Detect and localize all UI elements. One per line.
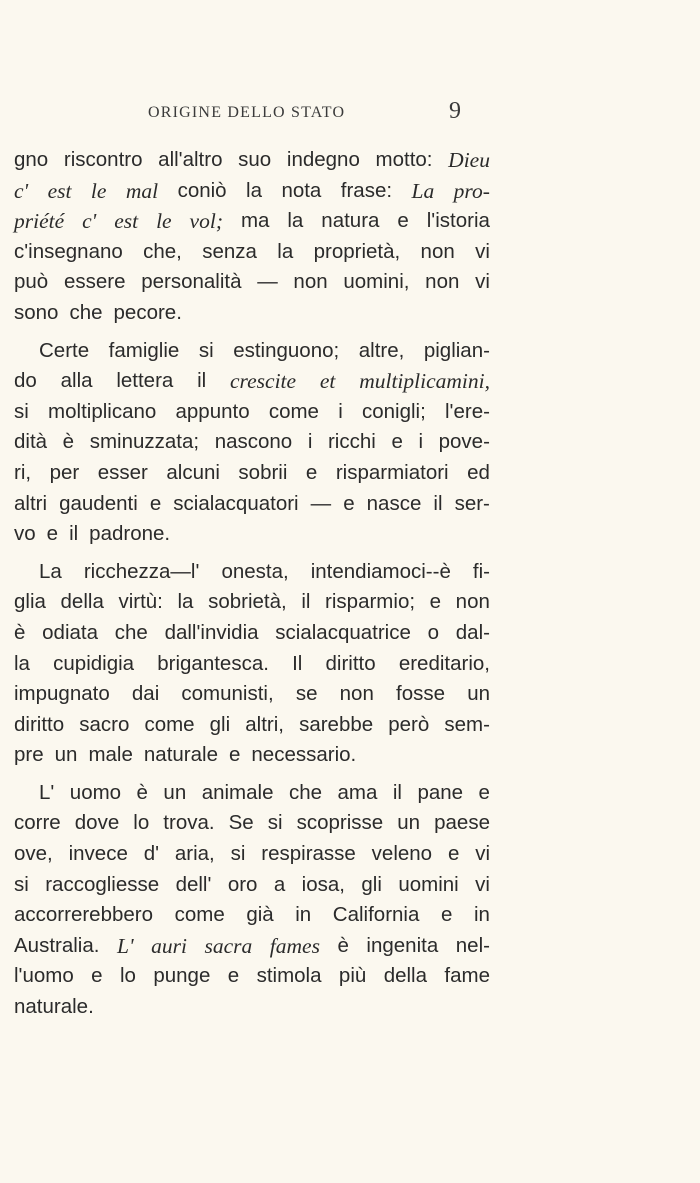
paragraph [14, 145, 490, 329]
italic-word: est [47, 178, 72, 203]
word: sminuzzata; [89, 430, 200, 454]
word: l'uomo [14, 964, 74, 988]
word: non [293, 270, 328, 294]
word: è [14, 620, 26, 644]
word: comunisti, [181, 682, 274, 706]
word: pane [417, 780, 464, 804]
word: pecore. [113, 300, 182, 324]
word: un [163, 780, 187, 804]
word: sobrii [238, 460, 288, 484]
word: — [310, 491, 332, 515]
word: dell' [175, 872, 212, 896]
text-line [14, 679, 490, 710]
word: diritto [325, 651, 376, 675]
text-line [14, 900, 490, 931]
word: raccogliesse [45, 872, 160, 896]
word: non [425, 270, 460, 294]
word: punge [153, 964, 211, 988]
word: ingenita [366, 933, 439, 957]
word: e [91, 964, 103, 988]
text-line [14, 366, 490, 397]
word: respirasse [261, 842, 356, 866]
word: altre, [358, 338, 405, 362]
word: risparmio; [325, 590, 416, 614]
word: ri, [14, 460, 32, 484]
word: nascono [214, 430, 293, 454]
word: è [337, 933, 349, 957]
word: che [69, 300, 103, 324]
word: della [383, 964, 427, 988]
word: come [144, 712, 195, 736]
italic-word: c' [14, 178, 29, 203]
word: e [397, 209, 409, 233]
word: L' [39, 780, 55, 804]
word: appunto [175, 399, 250, 423]
word: uomo [69, 780, 122, 804]
word: della [60, 590, 104, 614]
italic-word: c' [82, 209, 97, 234]
word: sacro [79, 712, 130, 736]
word: iosa, [301, 872, 345, 896]
paragraph-gap [14, 329, 490, 336]
word: e [305, 460, 318, 484]
word: per [49, 460, 80, 484]
text-line [14, 778, 490, 809]
word: necessario. [251, 743, 357, 767]
word: intendiamoci--è [310, 559, 451, 583]
word: male [88, 743, 133, 767]
word: esser [97, 460, 148, 484]
italic-word: La [411, 178, 435, 203]
word: indegno [286, 148, 360, 171]
word: motto: [375, 148, 433, 171]
word: si [198, 338, 214, 362]
text-line [14, 489, 490, 520]
italic-word: auri [151, 933, 187, 958]
word: uomini [398, 872, 459, 896]
word: nel- [455, 933, 490, 957]
paragraph-gap [14, 771, 490, 778]
text-line [14, 710, 490, 741]
word: e [46, 522, 59, 546]
word: e [391, 430, 403, 454]
word: la [287, 209, 304, 233]
word: i [418, 430, 424, 454]
word: c'insegnano [14, 239, 123, 263]
word: fame [444, 964, 490, 988]
text-line [14, 397, 490, 428]
word: natura [321, 209, 380, 233]
word: Se [228, 811, 254, 835]
word: ricchi [327, 430, 376, 454]
text-line [14, 931, 490, 962]
word: però [388, 712, 430, 736]
word: il [433, 491, 443, 515]
text-line [14, 618, 490, 649]
word: se [295, 682, 318, 706]
italic-word: le [90, 178, 107, 203]
text-line [14, 740, 490, 771]
word: sobrietà, [208, 590, 287, 614]
body-text [14, 145, 490, 1023]
italic-word: pro- [453, 178, 490, 203]
word: famiglie [108, 338, 180, 362]
word: altri, [245, 712, 284, 736]
word: cupidigia [53, 651, 135, 675]
paragraph-gap [14, 550, 490, 557]
word: più [338, 964, 367, 988]
word: si [230, 842, 246, 866]
word: ser- [454, 491, 490, 515]
word: è [62, 430, 75, 454]
word: un [397, 811, 421, 835]
running-head [0, 100, 700, 130]
word: lo [133, 811, 150, 835]
italic-word: crescite [230, 369, 297, 394]
word: virtù: [118, 590, 163, 614]
word: essere [63, 270, 126, 294]
italic-word: Dieu [448, 148, 490, 172]
word: dai [131, 682, 160, 706]
word: suo [238, 148, 272, 171]
word: si [14, 399, 29, 423]
word: stimola [256, 964, 322, 988]
word: vi [475, 842, 490, 866]
word: naturale. [14, 995, 94, 1019]
word: brigantesca. [157, 651, 269, 675]
word: naturale [143, 743, 218, 767]
word: proprietà, [313, 239, 401, 263]
word: accorrerebbero [14, 903, 154, 927]
word: corre [14, 811, 61, 835]
word: dall'invidia [164, 620, 259, 644]
word: vo [14, 522, 36, 546]
paragraph [14, 778, 490, 1023]
paragraph [14, 557, 490, 771]
word: gli [361, 872, 382, 896]
word: gli [209, 712, 231, 736]
word: in [473, 903, 490, 927]
word: la [277, 239, 294, 263]
text-line [14, 587, 490, 618]
italic-word: fames [269, 933, 320, 958]
text-line [14, 808, 490, 839]
word: a [273, 872, 286, 896]
word: vi [475, 270, 490, 294]
text-line [14, 267, 490, 298]
word: il [69, 522, 79, 546]
word: scoprisse [296, 811, 384, 835]
word: do [14, 369, 37, 393]
word: d' [143, 842, 160, 866]
word: aria, [174, 842, 215, 866]
word: ereditario, [398, 651, 490, 675]
text-line [14, 298, 490, 329]
word: che [288, 780, 323, 804]
word: Il [292, 651, 303, 675]
word: il [392, 780, 402, 804]
word: nasce [366, 491, 422, 515]
word: ama [337, 780, 378, 804]
word: fosse [396, 682, 446, 706]
word: e [149, 491, 162, 515]
word: il [197, 369, 207, 393]
word: nota [281, 178, 322, 202]
word: o [427, 620, 440, 644]
word: sem- [444, 712, 490, 736]
word: ed [467, 460, 490, 484]
text-line [14, 870, 490, 901]
word: come [174, 903, 225, 927]
word: personalità [141, 270, 242, 294]
page-number: 9 [449, 98, 461, 124]
word: Certe [39, 338, 90, 362]
word: California [332, 903, 420, 927]
word: La [39, 559, 62, 583]
word: frase: [340, 178, 393, 202]
word: ricchezza—l' [83, 559, 200, 583]
text-line [14, 557, 490, 588]
word: e [228, 743, 241, 767]
italic-word: multiplicamini, [359, 369, 490, 394]
word: e [478, 780, 490, 804]
word: glia [14, 590, 46, 614]
word: i [307, 430, 313, 454]
word: scialacquatrice [275, 620, 411, 644]
word: fi- [472, 559, 490, 583]
word: e [447, 842, 460, 866]
word: estinguono; [233, 338, 340, 362]
word: lo [119, 964, 136, 988]
text-line [14, 206, 490, 237]
word: diritto [14, 712, 65, 736]
italic-word: est [114, 209, 139, 234]
word: oro [227, 872, 258, 896]
word: dità [14, 430, 48, 454]
word: un [54, 743, 78, 767]
word: è [136, 780, 148, 804]
word: onesta, [221, 559, 289, 583]
text-line [14, 458, 490, 489]
word: invece [68, 842, 128, 866]
word: — [257, 270, 278, 294]
word: alcuni [166, 460, 220, 484]
word: già [246, 903, 274, 927]
word: e [343, 491, 355, 515]
paragraph [14, 336, 490, 550]
text-line [14, 992, 490, 1023]
text-line [14, 427, 490, 458]
word: ma [240, 209, 270, 233]
word: Australia. [14, 933, 100, 957]
word: pove- [438, 430, 490, 454]
text-line [14, 961, 490, 992]
word: come [268, 399, 319, 423]
word: la [177, 590, 194, 614]
word: la [246, 178, 262, 202]
word: odiata [42, 620, 99, 644]
word: vi [475, 872, 490, 896]
word: che [114, 620, 148, 644]
word: la [14, 651, 30, 675]
word: veleno [371, 842, 433, 866]
word: lettera [116, 369, 174, 393]
word: non [420, 239, 455, 263]
word: padrone. [89, 522, 171, 546]
text-line [14, 839, 490, 870]
word: conigli; [361, 399, 426, 423]
word: un [467, 682, 490, 706]
italic-word: priété [14, 209, 65, 234]
text-line [14, 519, 490, 550]
word: scialacquatori [173, 491, 299, 515]
word: trova. [163, 811, 215, 835]
word: in [295, 903, 312, 927]
text-line [14, 237, 490, 268]
word: risparmiatori [335, 460, 449, 484]
word: uomini, [343, 270, 410, 294]
word: può [14, 270, 49, 294]
word: altri [14, 491, 48, 515]
word: senza [202, 239, 257, 263]
word: si [267, 811, 283, 835]
text-line [14, 145, 490, 176]
text-line [14, 649, 490, 680]
word: si [14, 872, 29, 896]
italic-word: vol; [189, 209, 223, 234]
word: sono [14, 300, 59, 324]
word: dal- [455, 620, 490, 644]
word: e [440, 903, 453, 927]
word: che, [143, 239, 182, 263]
word: non [339, 682, 374, 706]
word: vi [475, 239, 490, 263]
word: animale [201, 780, 274, 804]
word: e [429, 590, 442, 614]
word: non [455, 590, 490, 614]
text-line [14, 336, 490, 367]
word: e [227, 964, 240, 988]
word: alla [60, 369, 93, 393]
word: pre [14, 743, 44, 767]
running-title: ORIGINE DELLO STATO [148, 104, 346, 121]
word: l'ere- [445, 399, 490, 423]
text-line [14, 176, 490, 207]
italic-word: L' [117, 933, 134, 958]
word: coniò [177, 178, 227, 202]
word: impugnato [14, 682, 110, 706]
italic-word: et [319, 369, 336, 394]
word: i [338, 399, 343, 423]
word: gaudenti [59, 491, 138, 515]
word: ove, [14, 842, 53, 866]
word: riscontro [63, 148, 143, 171]
italic-word: le [156, 209, 172, 234]
word: moltiplicano [48, 399, 157, 423]
italic-word: mal [125, 178, 159, 203]
word: il [301, 590, 311, 614]
word: gno [14, 148, 49, 171]
word: sarebbe [299, 712, 374, 736]
word: paese [434, 811, 490, 835]
word: dove [74, 811, 120, 835]
word: l'istoria [426, 209, 490, 233]
word: piglian- [423, 338, 490, 362]
italic-word: sacra [204, 933, 253, 958]
word: all'altro [158, 148, 223, 171]
